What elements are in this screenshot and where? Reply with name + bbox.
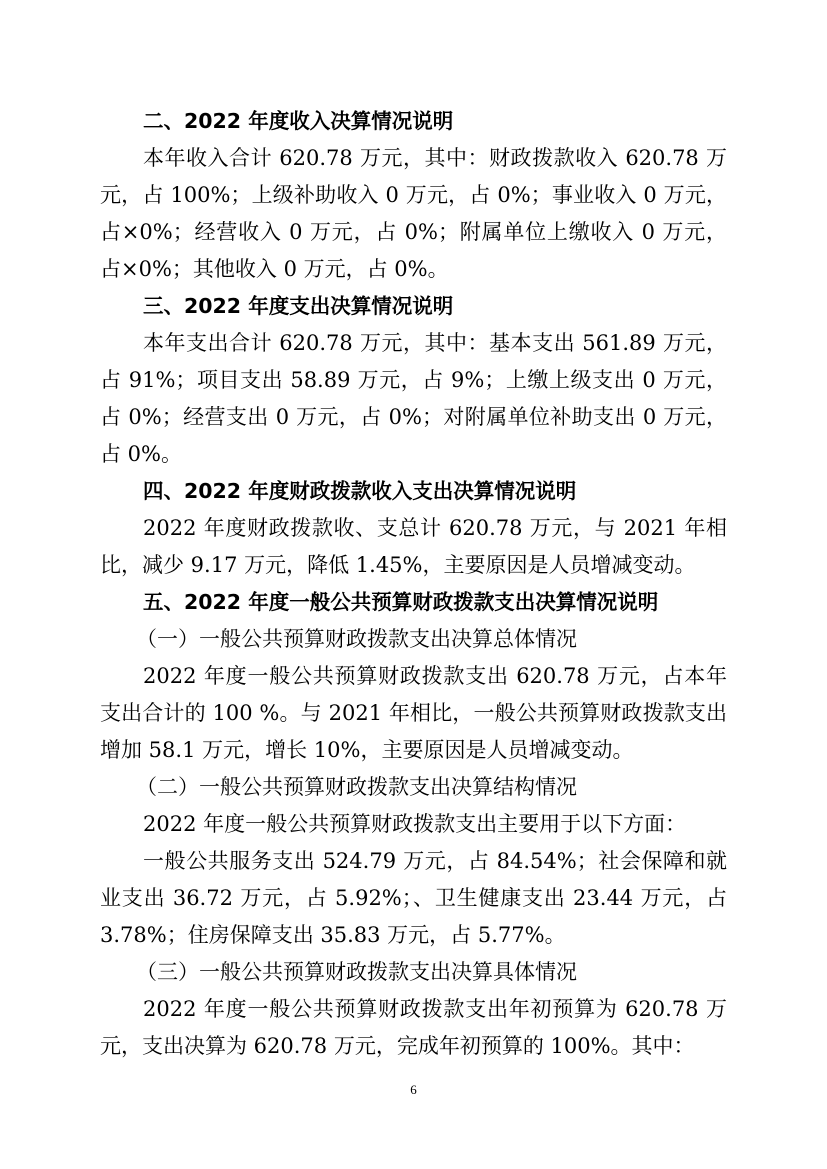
section-5-2-paragraph: 一般公共服务支出 524.79 万元，占 84.54%；社会保障和就业支出 36.72 万元，占 5.92%；、卫生健康支出 23.44 万元，占 3.78%；住房保障支出 35.83 万元，占 5.77%。 (100, 849, 727, 947)
section-4-heading: 四、2022 年度财政拨款收入支出决算情况说明 (143, 479, 577, 503)
document-body (100, 103, 727, 1065)
section-4-paragraph: 2022 年度财政拨款收、支总计 620.78 万元，与 2021 年相比，减少 9.17 万元，降低 1.45%，主要原因是人员增减变动。 (100, 516, 727, 577)
section-5-3-heading: （三）一般公共预算财政拨款支出决算具体情况 (136, 960, 577, 984)
section-5-3-paragraph: 2022 年度一般公共预算财政拨款支出年初预算为 620.78 万元，支出决算为 620.78 万元，完成年初预算的 100%。其中： (100, 997, 727, 1058)
section-5-2-heading: （二）一般公共预算财政拨款支出决算结构情况 (136, 775, 577, 799)
page-number: 6 (410, 1082, 417, 1097)
section-5-1-heading: （一）一般公共预算财政拨款支出决算总体情况 (136, 627, 577, 651)
section-5-1-paragraph: 2022 年度一般公共预算财政拨款支出 620.78 万元，占本年支出合计的 100 %。与 2021 年相比，一般公共预算财政拨款支出增加 58.1 万元，增长 10%，主要原因是人员增减变动。 (100, 664, 727, 762)
section-3-paragraph: 本年支出合计 620.78 万元，其中：基本支出 561.89 万元，占 91%；项目支出 58.89 万元，占 9%；上缴上级支出 0 万元，占 0%；经营支出 0 万元，占 0%；对附属单位补助支出 0 万元，占 0%。 (100, 331, 727, 466)
section-2-heading: 二、2022 年度收入决算情况说明 (143, 109, 454, 133)
section-3-heading: 三、2022 年度支出决算情况说明 (143, 294, 454, 318)
section-2-paragraph: 本年收入合计 620.78 万元，其中：财政拨款收入 620.78 万元，占 100%；上级补助收入 0 万元，占 0%；事业收入 0 万元，占×0%；经营收入 0 万元，占 0%；附属单位上缴收入 0 万元，占×0%；其他收入 0 万元，占 0%。 (100, 146, 727, 281)
section-5-heading: 五、2022 年度一般公共预算财政拨款支出决算情况说明 (143, 590, 659, 614)
section-5-2-intro: 2022 年度一般公共预算财政拨款支出主要用于以下方面： (143, 812, 687, 836)
